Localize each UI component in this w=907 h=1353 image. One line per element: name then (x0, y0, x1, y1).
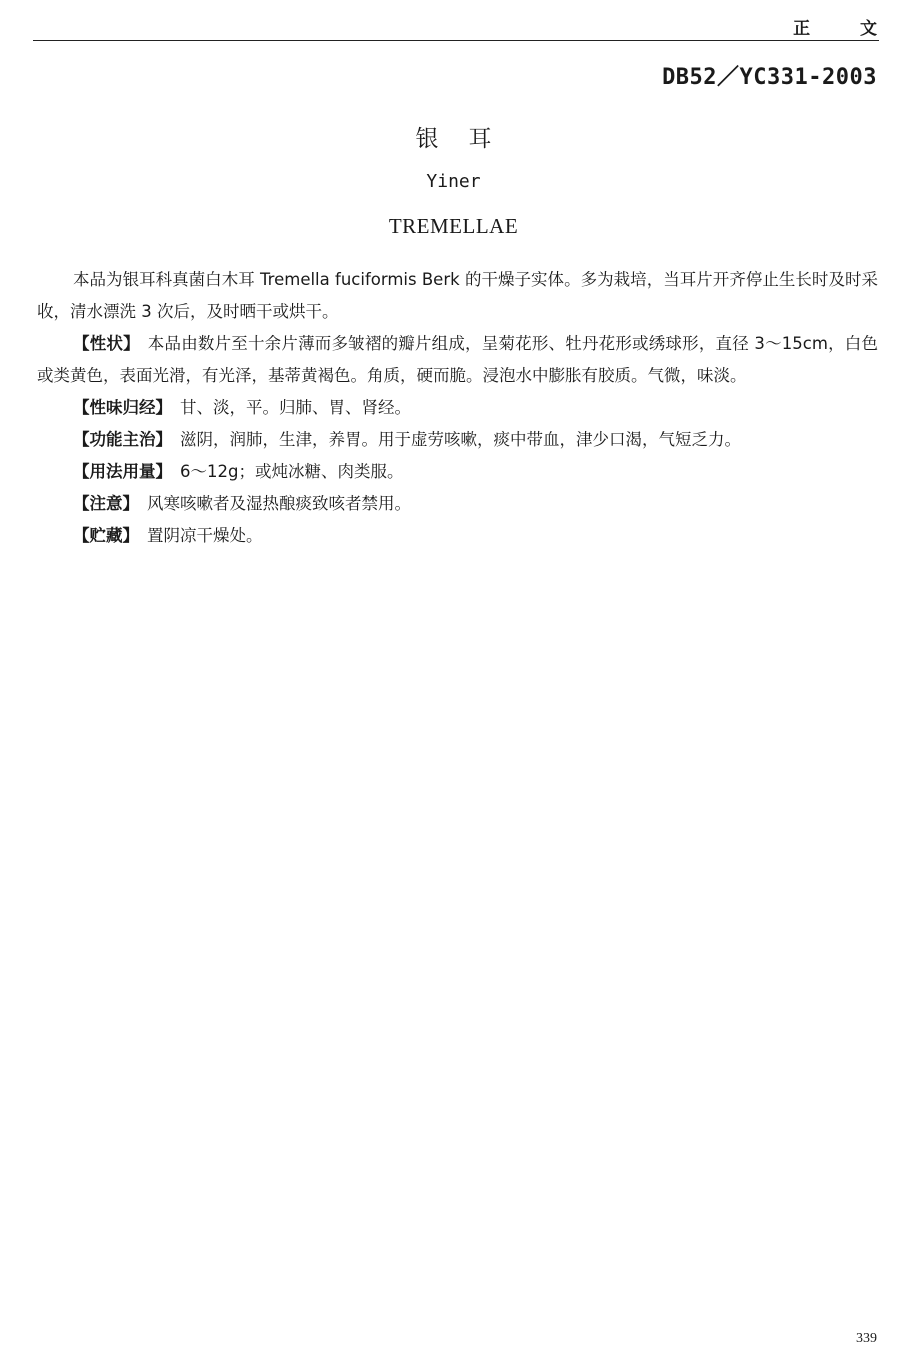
page-number: 339 (856, 1331, 877, 1346)
section-nature-meridian (37, 392, 878, 424)
section-text: 本品由数片至十余片薄而多皱褶的瓣片组成，呈菊花形、牡丹花形或绣球形，直径 3～15cm，白色或类黄色，表面光滑，有光泽，基蒂黄褐色。角质，硬而脆。浸泡水中膨胀有胶质。气微，味淡。 (37, 334, 878, 385)
section-text: 甘、淡，平。归肺、胃、肾经。 (180, 398, 411, 417)
section-functions (37, 424, 878, 456)
section-storage (37, 520, 878, 552)
title-latin: TREMELLAE (388, 214, 519, 238)
section-label: 【注意】 (73, 494, 139, 513)
section-text: 置阴凉干燥处。 (147, 526, 263, 545)
title-chinese: 银耳 (415, 126, 522, 152)
section-label: 【性味归经】 (73, 398, 172, 417)
section-precautions (37, 488, 878, 520)
standard-code: DB52／YC331-2003 (662, 65, 877, 90)
title-pinyin: Yiner (426, 171, 481, 192)
section-label: 【用法用量】 (73, 462, 172, 481)
header-section-label: 正 文 (793, 19, 899, 39)
section-label: 【性状】 (73, 334, 140, 353)
section-description (37, 328, 878, 392)
section-text: 滋阴，润肺，生津，养胃。用于虚劳咳嗽，痰中带血，津少口渴，气短乏力。 (180, 430, 741, 449)
intro-paragraph: 本品为银耳科真菌白木耳 Tremella fuciformis Berk 的干燥子实体。多为栽培，当耳片开齐停止生长时及时采收，清水漂洗 3 次后，及时晒干或烘干。 (37, 270, 878, 321)
section-text: 风寒咳嗽者及湿热酿痰致咳者禁用。 (147, 494, 411, 513)
section-dosage (37, 456, 878, 488)
section-label: 【功能主治】 (73, 430, 172, 449)
section-label: 【贮藏】 (73, 526, 139, 545)
monograph-body (37, 264, 878, 552)
header-divider (33, 40, 879, 41)
section-text: 6～12g；或炖冰糖、肉类服。 (180, 462, 404, 481)
